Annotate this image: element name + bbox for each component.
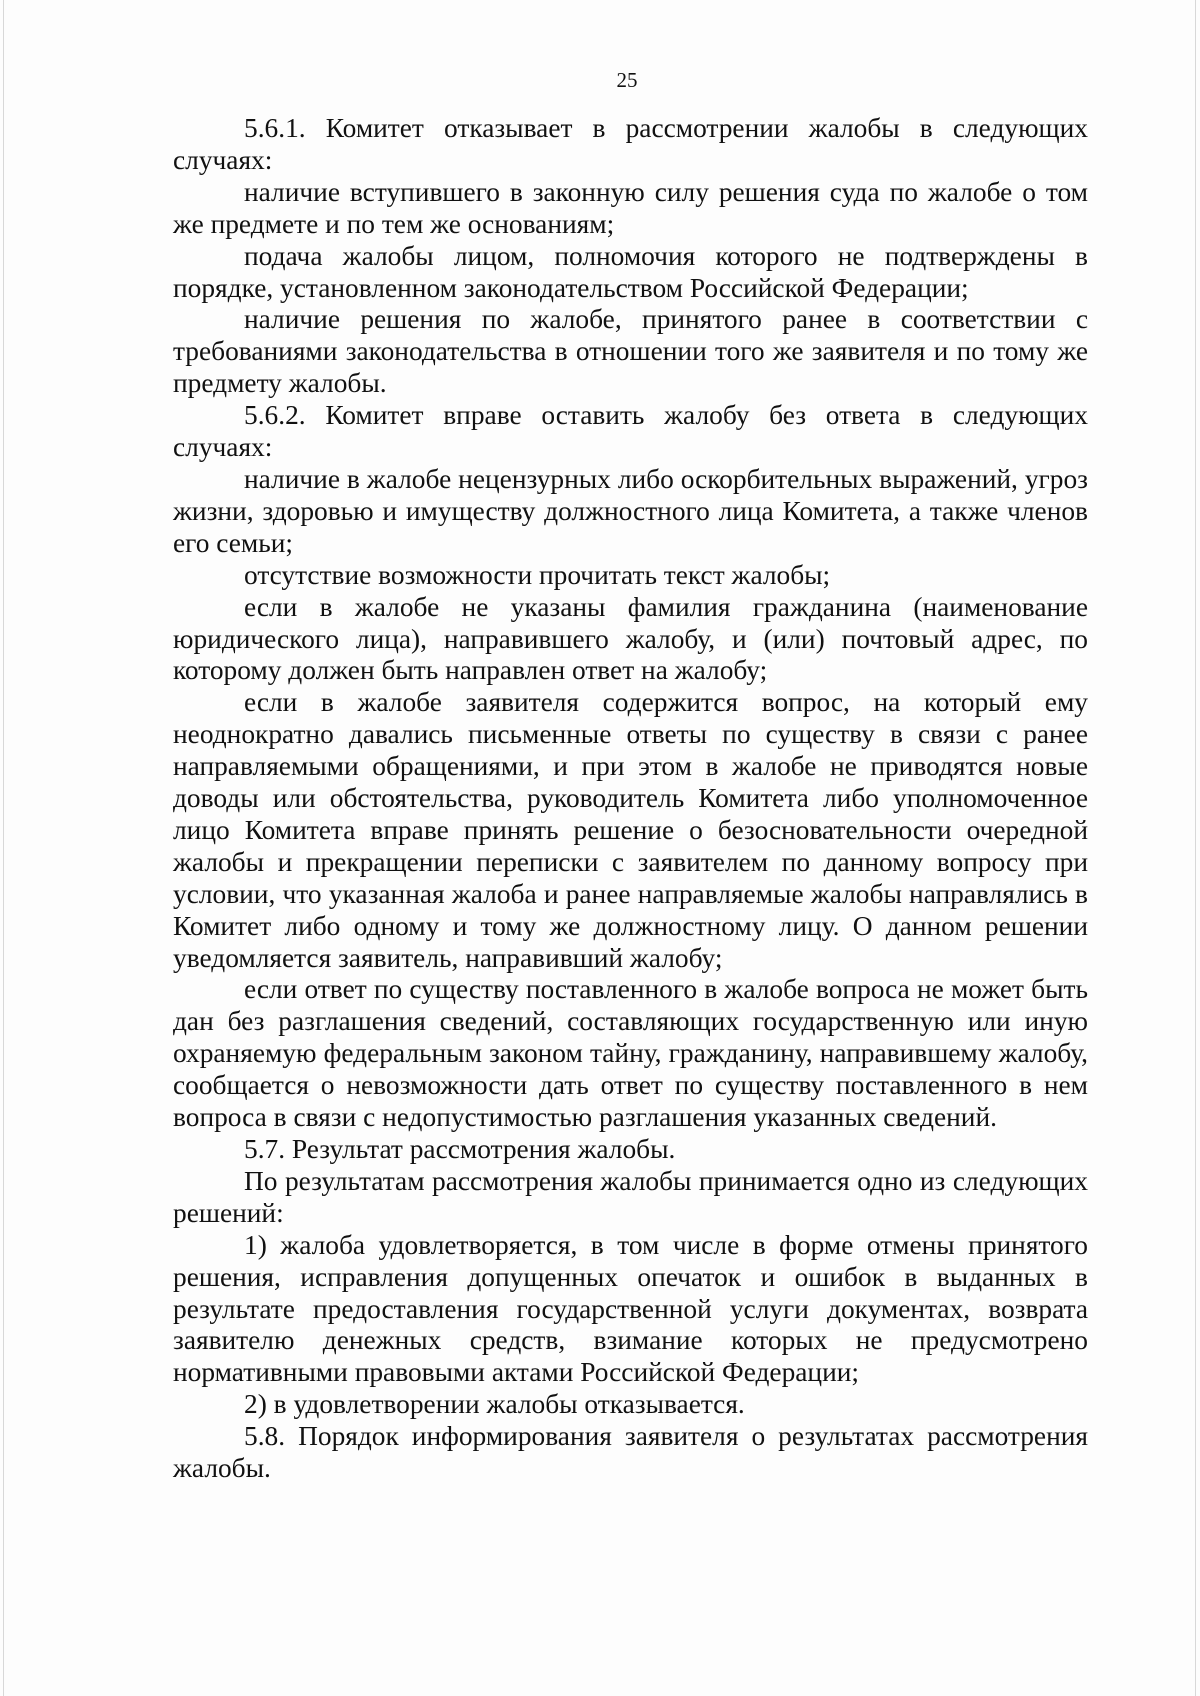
paragraph: 1) жалоба удовлетворяется, в том числе в форме отмены принятого решения, исправления допущенных опечаток и ошибок в выданных в результате предоставления государственной услуги документах, возврата заявителю денежных средств, взимание которых не предусмотрено нормативными правовыми актами Российской Федерации; — [173, 1229, 1088, 1388]
paragraph: По результатам рассмотрения жалобы принимается одно из следующих решений: — [173, 1165, 1088, 1228]
paragraph: если в жалобе не указаны фамилия гражданина (наименование юридического лица), направившего жалобу, и (или) почтовый адрес, по которому должен быть направлен ответ на жалобу; — [173, 591, 1088, 686]
paragraph: отсутствие возможности прочитать текст жалобы; — [244, 559, 831, 590]
paragraph-5-6-1: 5.6.1. Комитет отказывает в рассмотрении жалобы в следующих случаях: — [173, 113, 1088, 175]
paragraph: если в жалобе заявителя содержится вопрос, на который ему неоднократно давались письменные ответы по существу в связи с ранее направляемыми обращениями, и при этом в жалобе не приводятся новые доводы или обстоятельства, руководитель Комитета либо уполномоченное лицо Комитета вправе принять решение о безосновательности очередной жалобы и прекращении переписки с заявителем по данному вопросу при условии, что указанная жалоба и ранее направляемые жалобы направлялись в Комитет либо одному и тому же должностному лицу. О данном решении уведомляется заявитель, направивший жалобу; — [173, 687, 1088, 973]
page-number: 25 — [616, 68, 638, 92]
paragraph: если ответ по существу поставленного в жалобе вопроса не может быть дан без разглашения сведений, составляющих государственную или иную охраняемую федеральным законом тайну, гражданину, направившему жалобу, сообщается о невозможности дать ответ по существу поставленного в нем вопроса в связи с недопустимостью разглашения указанных сведений. — [173, 974, 1088, 1133]
paragraph: наличие решения по жалобе, принятого ранее в соответствии с требованиями законодательства в отношении того же заявителя и по тому же предмету жалобы. — [173, 304, 1088, 399]
scan-edge-left — [3, 0, 4, 1696]
paragraph: наличие вступившего в законную силу решения суда по жалобе о том же предмете и по тем же основаниям; — [173, 176, 1088, 239]
paragraph: подача жалобы лицом, полномочия которого не подтверждены в порядке, установленном законодательством Российской Федерации; — [173, 240, 1088, 303]
scan-edge-right — [1195, 0, 1196, 1696]
document-body — [173, 113, 1088, 1485]
paragraph-5-7: 5.7. Результат рассмотрения жалобы. — [244, 1134, 676, 1164]
paragraph: 2) в удовлетворении жалобы отказывается. — [244, 1389, 745, 1420]
paragraph: наличие в жалобе нецензурных либо оскорбительных выражений, угроз жизни, здоровью и имуществу должностного лица Комитета, а также членов его семьи; — [173, 463, 1088, 558]
paragraph-5-8: 5.8. Порядок информирования заявителя о результатах рассмотрения жалобы. — [173, 1421, 1088, 1484]
paragraph-5-6-2: 5.6.2. Комитет вправе оставить жалобу без ответа в следующих случаях: — [173, 400, 1088, 463]
